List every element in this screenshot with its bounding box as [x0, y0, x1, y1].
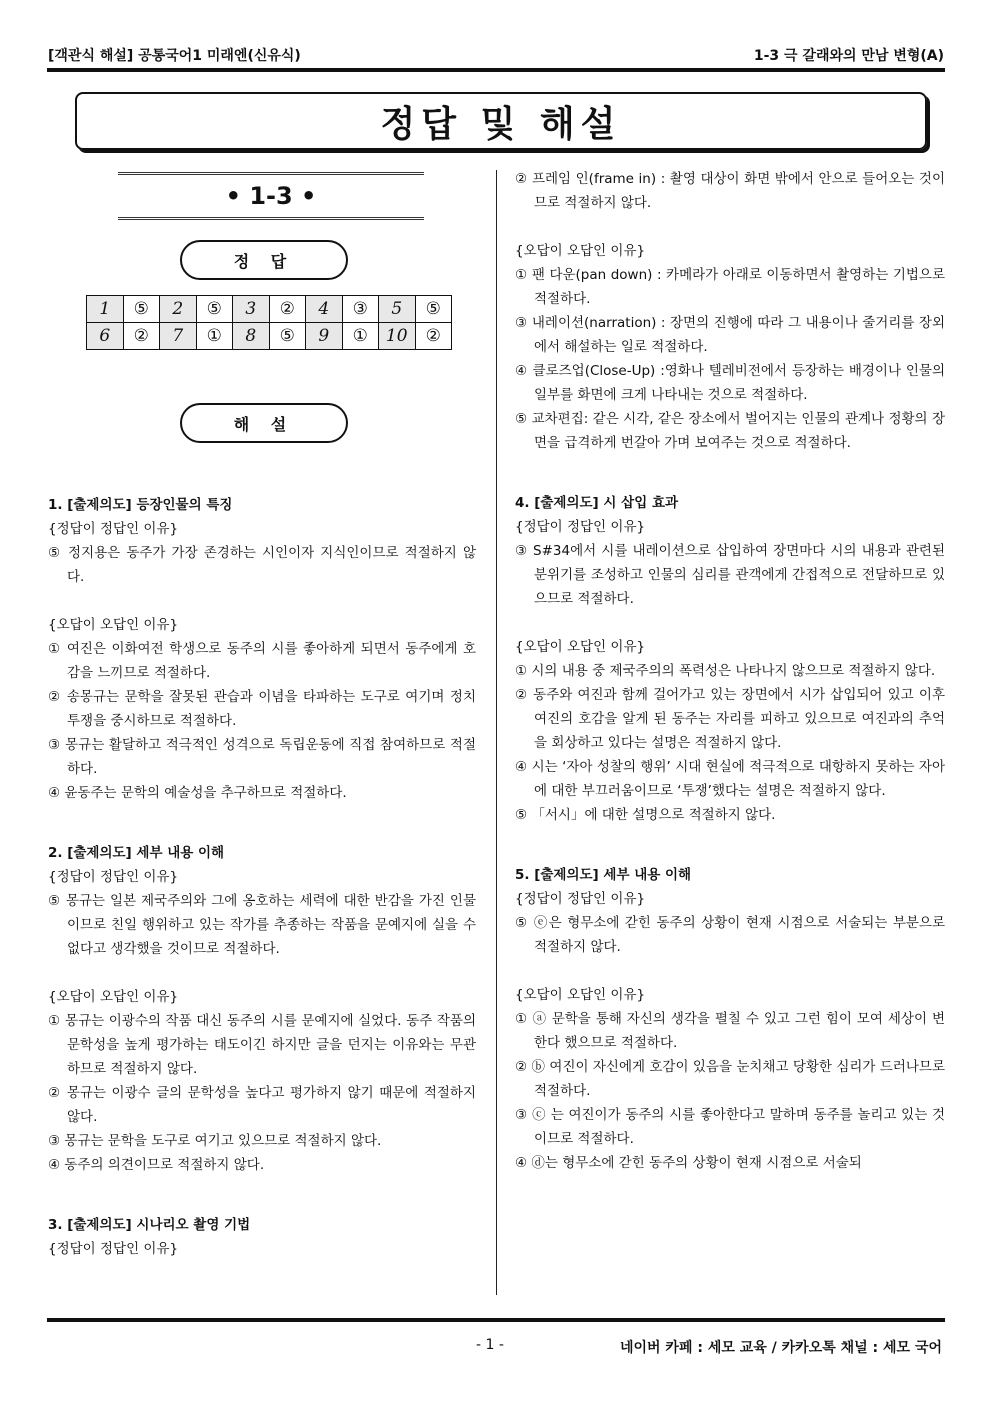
- answer-choice: ②: [415, 323, 452, 350]
- wrong-item: ① 시의 내용 중 제국주의의 폭력성은 나타나지 않으므로 적절하지 않다.: [515, 663, 936, 679]
- wrong-item: ③ ⓒ 는 여진이가 동주의 시를 좋아한다고 말하며 동주를 놀리고 있는 것이므로 적절하다.: [515, 1107, 945, 1147]
- wrong-item: ③ 몽규는 문학을 도구로 여기고 있으므로 적절하지 않다.: [48, 1133, 382, 1149]
- wrong-item: ② 몽규는 이광수 글의 문학성을 높다고 평가하지 않기 때문에 적절하지 않다.: [48, 1085, 476, 1125]
- correct-item: ② 프레임 인(frame in) : 촬영 대상이 화면 밖에서 안으로 들어오는 것이므로 적절하지 않다.: [515, 171, 945, 211]
- wrong-item: ④ 클로즈업(Close-Up) :영화나 텔레비전에서 등장하는 배경이나 인물의 일부를 화면에 크게 나타내는 것으로 적절하다.: [515, 363, 945, 403]
- answer-choice: ⑤: [269, 323, 306, 350]
- correct-item: ⑤ 정지용은 동주가 가장 존경하는 시인이자 지식인이므로 적절하지 않다.: [48, 545, 476, 585]
- correct-heading: {정답이 정답인 이유}: [48, 1241, 179, 1257]
- wrong-heading: {오답이 오답인 이유}: [515, 639, 646, 655]
- wrong-item: ② 송몽규는 문학을 잘못된 관습과 이념을 타파하는 도구로 여기며 정치투쟁을 중시하므로 적절하다.: [48, 689, 476, 729]
- question-number: 10: [379, 323, 416, 350]
- wrong-heading: {오답이 오답인 이유}: [48, 617, 179, 633]
- question-title: 3. [출제의도] 시나리오 촬영 기법: [48, 1217, 251, 1233]
- page-number: - 1 -: [476, 1337, 504, 1353]
- answer-choice: ⑤: [123, 296, 160, 323]
- answer-choice: ⑤: [196, 296, 233, 323]
- section-banner: • 1-3 •: [118, 172, 424, 220]
- explanation-label: 해 설: [180, 403, 348, 443]
- wrong-heading: {오답이 오답인 이유}: [515, 243, 646, 259]
- wrong-item: ⑤ 「서시」에 대한 설명으로 적절하지 않다.: [515, 807, 776, 823]
- footer-text: 네이버 카페 : 세모 교육 / 카카오톡 채널 : 세모 국어: [619, 1340, 942, 1356]
- answer-table: [86, 295, 452, 350]
- header-right: 1-3 극 갈래와의 만남 변형(A): [753, 48, 944, 64]
- question-number: 4: [306, 296, 343, 323]
- wrong-item: ④ 동주의 의견이므로 적절하지 않다.: [48, 1157, 265, 1173]
- correct-item: ⑤ ⓔ은 형무소에 갇힌 동주의 상황이 현재 시점으로 서술되는 부분으로 적절하지 않다.: [515, 915, 945, 955]
- answer-choice: ③: [342, 296, 379, 323]
- right-column: [515, 167, 945, 1175]
- answers-label: 정 답: [180, 240, 348, 280]
- wrong-item: ④ 윤동주는 문학의 예술성을 추구하므로 적절하다.: [48, 785, 347, 801]
- question-number: 2: [160, 296, 197, 323]
- column-divider: [496, 170, 497, 1295]
- wrong-item: ① 몽규는 이광수의 작품 대신 동주의 시를 문예지에 실었다. 동주 작품의 문학성을 높게 평가하는 태도이긴 하지만 글을 던지는 이유와는 무관하므로 적절하지 않다.: [48, 1013, 476, 1077]
- question-number: 1: [87, 296, 124, 323]
- correct-heading: {정답이 정답인 이유}: [48, 869, 179, 885]
- wrong-item: ① 팬 다운(pan down) : 카메라가 아래로 이동하면서 촬영하는 기법으로 적절하다.: [515, 267, 945, 307]
- correct-heading: {정답이 정답인 이유}: [515, 891, 646, 907]
- answer-choice: ①: [196, 323, 233, 350]
- wrong-item: ⑤ 교차편집: 같은 시각, 같은 장소에서 벌어지는 인물의 관계나 정황의 장면을 급격하게 번갈아 가며 보여주는 것으로 적절하다.: [515, 411, 945, 451]
- left-column: [48, 493, 476, 1261]
- question-number: 7: [160, 323, 197, 350]
- question-number: 8: [233, 323, 270, 350]
- wrong-heading: {오답이 오답인 이유}: [515, 987, 646, 1003]
- question-number: 5: [379, 296, 416, 323]
- question-number: 9: [306, 323, 343, 350]
- question-title: 2. [출제의도] 세부 내용 이해: [48, 845, 225, 861]
- wrong-item: ④ ⓓ는 형무소에 갇힌 동주의 상황이 현재 시점으로 서술되: [515, 1155, 862, 1171]
- question-title: 5. [출제의도] 세부 내용 이해: [515, 867, 692, 883]
- question-title: 4. [출제의도] 시 삽입 효과: [515, 495, 679, 511]
- correct-heading: {정답이 정답인 이유}: [48, 521, 179, 537]
- answer-row: [87, 296, 452, 323]
- answer-choice: ①: [342, 323, 379, 350]
- question-number: 3: [233, 296, 270, 323]
- wrong-item: ② 동주와 여진과 함께 걸어가고 있는 장면에서 시가 삽입되어 있고 이후 여진의 호감을 알게 된 동주는 자리를 피하고 있으므로 여진과의 추억을 회상하고 있다는 설명은 적절하지 않다.: [515, 687, 945, 751]
- question-title: 1. [출제의도] 등장인물의 특징: [48, 497, 233, 513]
- page-title: 정답 및 해설: [75, 92, 927, 150]
- answer-choice: ⑤: [415, 296, 452, 323]
- wrong-item: ① ⓐ 문학을 통해 자신의 생각을 펼칠 수 있고 그런 힘이 모여 세상이 변한다 했으므로 적절하다.: [515, 1011, 945, 1051]
- footer-rule: [47, 1318, 945, 1322]
- wrong-heading: {오답이 오답인 이유}: [48, 989, 179, 1005]
- correct-item: ③ S#34에서 시를 내레이션으로 삽입하여 장면마다 시의 내용과 관련된 분위기를 조성하고 인물의 심리를 관객에게 간접적으로 전달하므로 있으므로 적절하다.: [515, 543, 945, 607]
- wrong-item: ① 여진은 이화여전 학생으로 동주의 시를 좋아하게 되면서 동주에게 호감을 느끼므로 적절하다.: [48, 641, 476, 681]
- correct-heading: {정답이 정답인 이유}: [515, 519, 646, 535]
- answer-choice: ②: [269, 296, 306, 323]
- wrong-item: ④ 시는 ‘자아 성찰의 행위’ 시대 현실에 적극적으로 대항하지 못하는 자아에 대한 부끄러움이므로 ‘투쟁’했다는 설명은 적절하지 않다.: [515, 759, 945, 799]
- wrong-item: ③ 내레이션(narration) : 장면의 진행에 따라 그 내용이나 줄거리를 장외에서 해설하는 일로 적절하다.: [515, 315, 945, 355]
- header-left: [객관식 해설] 공통국어1 미래엔(신유식): [48, 48, 301, 64]
- answer-row: [87, 323, 452, 350]
- correct-item: ⑤ 몽규는 일본 제국주의와 그에 옹호하는 세력에 대한 반감을 가진 인물이므로 친일 행위하고 있는 작가를 추종하는 작품을 문예지에 실을 수 없다고 생각했을 것이므로 적절하다.: [48, 893, 476, 957]
- question-number: 6: [87, 323, 124, 350]
- wrong-item: ② ⓑ 여진이 자신에게 호감이 있음을 눈치채고 당황한 심리가 드러나므로 적절하다.: [515, 1059, 945, 1099]
- wrong-item: ③ 몽규는 활달하고 적극적인 성격으로 독립운동에 직접 참여하므로 적절하다.: [48, 737, 476, 777]
- answer-choice: ②: [123, 323, 160, 350]
- header-rule: [47, 68, 945, 72]
